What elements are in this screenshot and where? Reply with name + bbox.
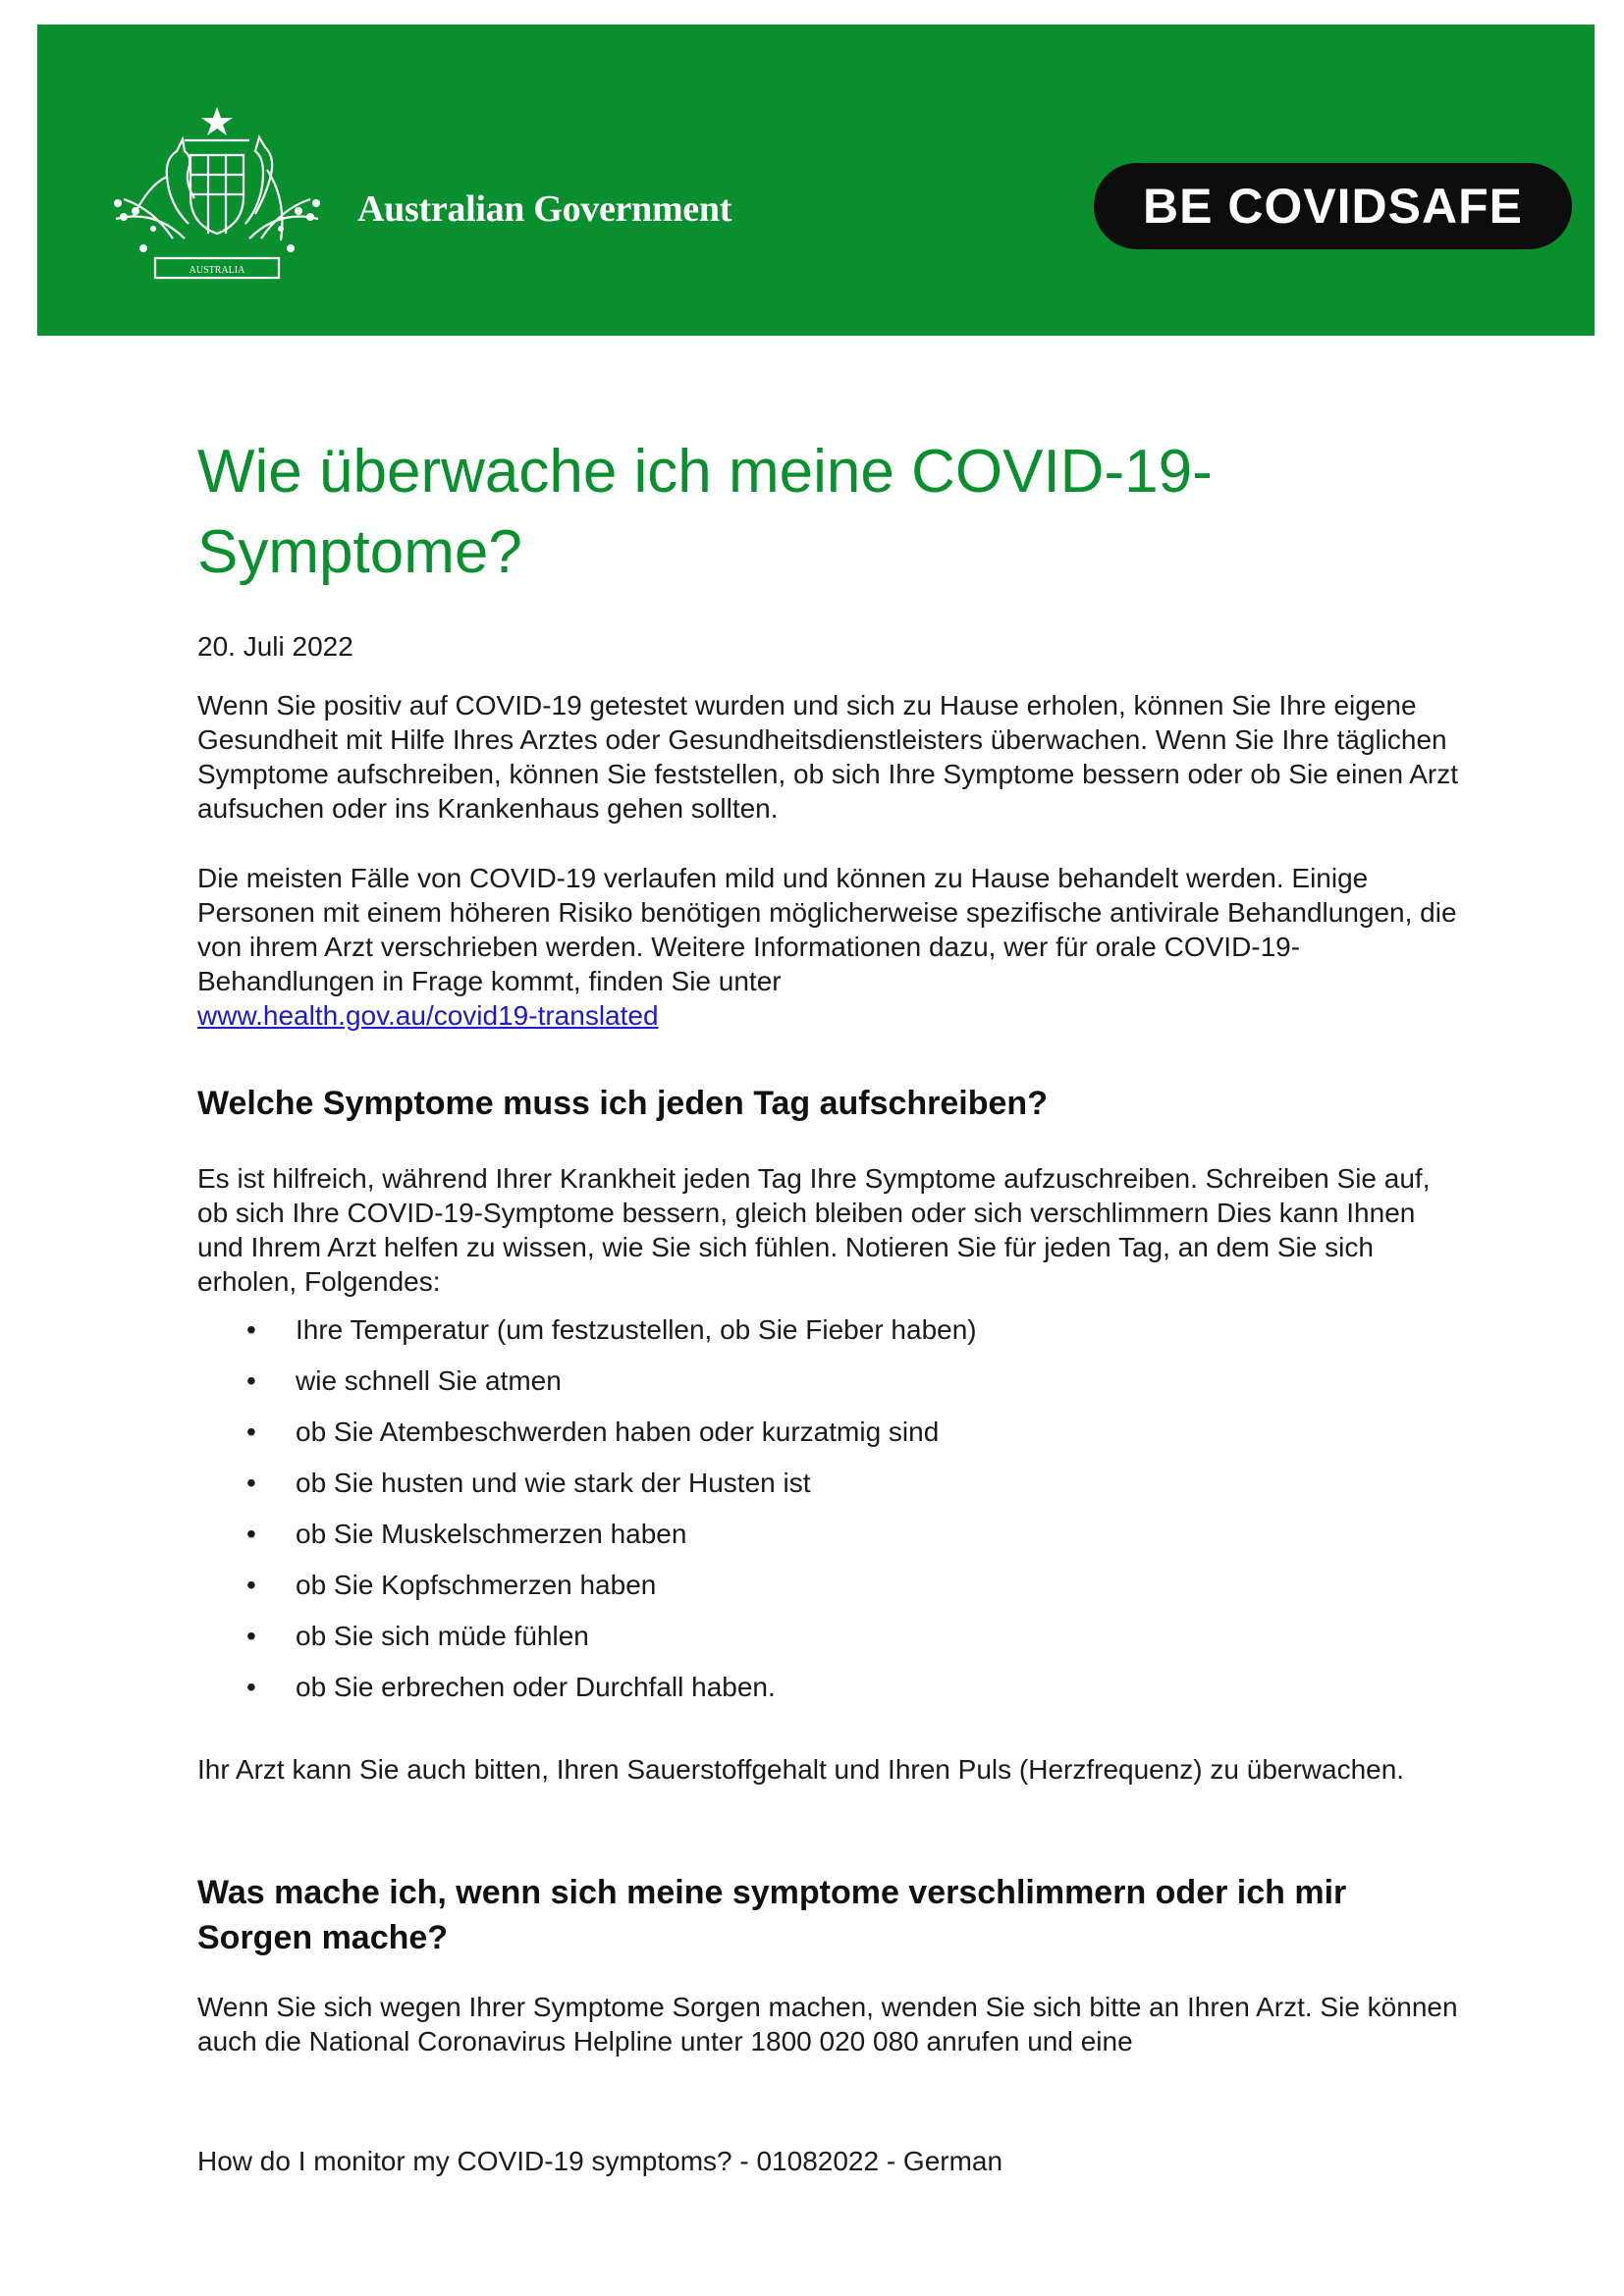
section1-paragraph: Es ist hilfreich, während Ihrer Krankheit jeden Tag Ihre Symptome aufzuschreiben. Schreiben Sie auf, ob sich Ihre COVID-19-Symptome bessern, gleich bleiben oder sich verschlimmern Dies kann Ihnen und Ihrem Arzt helfen zu wissen, wie Sie sich fühlen. Notieren Sie für jeden Tag, an dem Sie sich erholen, Folgendes: xyxy=(197,1163,1431,1297)
health-translated-link[interactable]: www.health.gov.au/covid19-translated xyxy=(197,1000,659,1031)
government-name: Australian Government xyxy=(357,188,732,230)
section1-followup: Ihr Arzt kann Sie auch bitten, Ihren Sauerstoffgehalt und Ihren Puls (Herzfrequenz) zu überwachen. xyxy=(197,1754,1405,1785)
bullet-icon: • xyxy=(246,1365,256,1396)
symptom-list xyxy=(197,1312,1376,1721)
intro-paragraph-2: Die meisten Fälle von COVID-19 verlaufen mild und können zu Hause behandelt werden. Einige Personen mit einem höheren Risiko benötigen möglicherweise spezifische antivirale Behandlungen, die von ihrem Arzt verschrieben werden. Weitere Informationen dazu, wer für orale COVID-19-Behandlungen in Frage kommt, finden Sie unter xyxy=(197,863,1457,996)
badge-part-safe: SAFE xyxy=(1387,179,1524,234)
page-title xyxy=(197,432,1376,593)
bullet-icon: • xyxy=(246,1672,256,1702)
bullet-icon: • xyxy=(246,1416,256,1447)
badge-part-be-covid: BE COVID xyxy=(1142,179,1388,234)
australian-coat-of-arms-icon xyxy=(94,101,340,297)
page-title-line-1: Wie überwache ich meine COVID-19- xyxy=(197,438,1213,506)
section-heading-worsening-symptoms: Was mache ich, wenn sich meine symptome verschlimmern oder ich mir Sorgen mache? xyxy=(197,1874,1347,1956)
list-item: • Ihre Temperatur (um festzustellen, ob Sie Fieber haben) xyxy=(246,1314,977,1345)
bullet-icon: • xyxy=(246,1519,256,1549)
list-item: • ob Sie sich müde fühlen xyxy=(246,1621,589,1651)
page-title-line-2: Symptome? xyxy=(197,518,522,586)
bullet-icon: • xyxy=(246,1621,256,1651)
bullet-icon: • xyxy=(246,1570,256,1600)
bullet-icon: • xyxy=(246,1468,256,1498)
be-covidsafe-badge xyxy=(1094,163,1572,249)
intro-paragraph-2-block xyxy=(197,861,1464,1033)
list-item: • ob Sie husten und wie stark der Husten ist xyxy=(246,1468,811,1498)
section2-paragraph: Wenn Sie sich wegen Ihrer Symptome Sorgen machen, wenden Sie sich bitte an Ihren Arzt. Sie können auch die National Coronavirus Helpline unter 1800 020 080 anrufen und eine xyxy=(197,1992,1458,2056)
bullet-icon: • xyxy=(246,1314,256,1345)
list-item: • ob Sie erbrechen oder Durchfall haben. xyxy=(246,1672,776,1702)
header-banner xyxy=(37,25,1595,336)
list-item: • ob Sie Muskelschmerzen haben xyxy=(246,1519,687,1549)
publication-date: 20. Juli 2022 xyxy=(197,631,353,662)
list-item: • ob Sie Atembeschwerden haben oder kurzatmig sind xyxy=(246,1416,940,1447)
list-item: • ob Sie Kopfschmerzen haben xyxy=(246,1570,657,1600)
page-footer: How do I monitor my COVID-19 symptoms? - 01082022 - German xyxy=(197,2146,1003,2176)
intro-paragraph-1: Wenn Sie positiv auf COVID-19 getestet wurden und sich zu Hause erholen, können Sie Ihre eigene Gesundheit mit Hilfe Ihres Arztes oder Gesundheitsdienstleisters überwachen. Wenn Sie Ihre täglichen Symptome aufschreiben, können Sie feststellen, ob sich Ihre Symptome bessern oder ob Sie einen Arzt aufsuchen oder ins Krankenhaus gehen sollten. xyxy=(197,690,1459,824)
list-item: • wie schnell Sie atmen xyxy=(246,1365,562,1396)
crest-motto: AUSTRALIA xyxy=(189,265,245,276)
section-heading-daily-symptoms: Welche Symptome muss ich jeden Tag aufschreiben? xyxy=(197,1085,1048,1122)
